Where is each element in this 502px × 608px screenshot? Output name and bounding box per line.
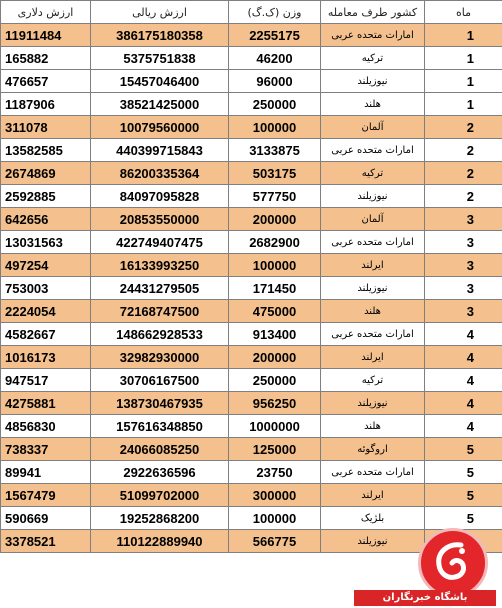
watermark-text: باشگاه خبرنگاران	[354, 590, 496, 606]
cell-weight: 46200	[229, 47, 321, 70]
cell-rial: 51099702000	[91, 484, 229, 507]
cell-month: 2	[425, 162, 502, 185]
cell-rial: 5375751838	[91, 47, 229, 70]
cell-usd: 476657	[1, 70, 91, 93]
cell-rial: 15457046400	[91, 70, 229, 93]
cell-month: 5	[425, 461, 502, 484]
cell-usd: 3378521	[1, 530, 91, 553]
cell-weight: 250000	[229, 369, 321, 392]
cell-weight: 125000	[229, 438, 321, 461]
cell-month: 3	[425, 300, 502, 323]
cell-rial: 110122889940	[91, 530, 229, 553]
cell-weight: 300000	[229, 484, 321, 507]
table-row	[1, 139, 502, 162]
cell-usd: 1567479	[1, 484, 91, 507]
cell-country: بلژیک	[321, 507, 425, 530]
cell-weight: 100000	[229, 116, 321, 139]
cell-country: نیوزیلند	[321, 185, 425, 208]
table-row	[1, 392, 502, 415]
cell-rial: 24066085250	[91, 438, 229, 461]
header-country: کشور طرف معامله	[321, 1, 425, 24]
cell-month: 1	[425, 93, 502, 116]
cell-weight: 566775	[229, 530, 321, 553]
table-row	[1, 323, 502, 346]
cell-usd: 590669	[1, 507, 91, 530]
table-row	[1, 507, 502, 530]
cell-usd: 4275881	[1, 392, 91, 415]
cell-rial: 84097095828	[91, 185, 229, 208]
table-row	[1, 415, 502, 438]
cell-rial: 24431279505	[91, 277, 229, 300]
cell-month: 2	[425, 116, 502, 139]
table-row	[1, 24, 502, 47]
cell-usd: 165882	[1, 47, 91, 70]
cell-month: 5	[425, 484, 502, 507]
cell-month: 5	[425, 438, 502, 461]
cell-rial: 16133993250	[91, 254, 229, 277]
cell-usd: 497254	[1, 254, 91, 277]
cell-weight: 577750	[229, 185, 321, 208]
table-row	[1, 208, 502, 231]
cell-country: ترکیه	[321, 162, 425, 185]
table-row	[1, 185, 502, 208]
header-month: ماه	[425, 1, 502, 24]
table-row	[1, 461, 502, 484]
cell-weight: 475000	[229, 300, 321, 323]
table-row	[1, 162, 502, 185]
cell-usd: 947517	[1, 369, 91, 392]
cell-rial: 386175180358	[91, 24, 229, 47]
cell-usd: 13582585	[1, 139, 91, 162]
table-body	[1, 24, 502, 553]
cell-month: 4	[425, 369, 502, 392]
cell-rial: 10079560000	[91, 116, 229, 139]
cell-rial: 440399715843	[91, 139, 229, 162]
table-row	[1, 300, 502, 323]
cell-weight: 96000	[229, 70, 321, 93]
watermark-logo	[346, 528, 496, 608]
cell-country: آلمان	[321, 208, 425, 231]
table-row	[1, 438, 502, 461]
cell-weight: 913400	[229, 323, 321, 346]
cell-country: امارات متحده عربی	[321, 231, 425, 254]
cell-usd: 89941	[1, 461, 91, 484]
cell-weight: 956250	[229, 392, 321, 415]
cell-rial: 2922636596	[91, 461, 229, 484]
cell-country: هلند	[321, 415, 425, 438]
cell-usd: 1016173	[1, 346, 91, 369]
header-usd-value: ارزش دلاری	[1, 1, 91, 24]
table-row	[1, 254, 502, 277]
table-row	[1, 93, 502, 116]
cell-usd: 642656	[1, 208, 91, 231]
cell-month: 4	[425, 392, 502, 415]
cell-country: اروگوئه	[321, 438, 425, 461]
header-row	[1, 1, 502, 24]
cell-usd: 11911484	[1, 24, 91, 47]
cell-month: 2	[425, 139, 502, 162]
cell-month: 3	[425, 231, 502, 254]
cell-month: 2	[425, 185, 502, 208]
table-row	[1, 346, 502, 369]
cell-month: 1	[425, 24, 502, 47]
cell-weight: 100000	[229, 507, 321, 530]
table-row	[1, 70, 502, 93]
cell-month: 5	[425, 507, 502, 530]
cell-usd: 1187906	[1, 93, 91, 116]
cell-rial: 148662928533	[91, 323, 229, 346]
cell-weight: 100000	[229, 254, 321, 277]
cell-month: 4	[425, 415, 502, 438]
cell-weight: 250000	[229, 93, 321, 116]
cell-rial: 30706167500	[91, 369, 229, 392]
cell-rial: 138730467935	[91, 392, 229, 415]
cell-rial: 20853550000	[91, 208, 229, 231]
cell-country: نیوزیلند	[321, 277, 425, 300]
cell-rial: 422749407475	[91, 231, 229, 254]
cell-country: ترکیه	[321, 47, 425, 70]
table-row	[1, 369, 502, 392]
cell-weight: 2255175	[229, 24, 321, 47]
cell-rial: 38521425000	[91, 93, 229, 116]
table-row	[1, 47, 502, 70]
cell-country: نیوزیلند	[321, 530, 425, 553]
cell-country: نیوزیلند	[321, 70, 425, 93]
cell-usd: 2674869	[1, 162, 91, 185]
cell-usd: 2592885	[1, 185, 91, 208]
cell-country: هلند	[321, 300, 425, 323]
table-row	[1, 231, 502, 254]
cell-weight: 200000	[229, 208, 321, 231]
cell-month: 3	[425, 254, 502, 277]
cell-weight: 200000	[229, 346, 321, 369]
cell-weight: 23750	[229, 461, 321, 484]
header-rial-value: ارزش ریالی	[91, 1, 229, 24]
cell-country: ترکیه	[321, 369, 425, 392]
cell-month: 4	[425, 323, 502, 346]
cell-rial: 19252868200	[91, 507, 229, 530]
logo-emblem-icon	[418, 528, 488, 598]
cell-usd: 738337	[1, 438, 91, 461]
cell-usd: 13031563	[1, 231, 91, 254]
cell-country: نیوزیلند	[321, 392, 425, 415]
cell-weight: 2682900	[229, 231, 321, 254]
cell-weight: 1000000	[229, 415, 321, 438]
cell-rial: 32982930000	[91, 346, 229, 369]
cell-rial: 86200335364	[91, 162, 229, 185]
table-row	[1, 484, 502, 507]
cell-country: ایرلند	[321, 484, 425, 507]
cell-country: امارات متحده عربی	[321, 24, 425, 47]
cell-month: 1	[425, 70, 502, 93]
cell-usd: 311078	[1, 116, 91, 139]
cell-weight: 171450	[229, 277, 321, 300]
cell-usd: 753003	[1, 277, 91, 300]
cell-rial: 72168747500	[91, 300, 229, 323]
table-row	[1, 277, 502, 300]
cell-country: امارات متحده عربی	[321, 323, 425, 346]
cell-usd: 4856830	[1, 415, 91, 438]
table-row	[1, 116, 502, 139]
cell-country: ایرلند	[321, 254, 425, 277]
cell-weight: 3133875	[229, 139, 321, 162]
cell-usd: 2224054	[1, 300, 91, 323]
cell-country: آلمان	[321, 116, 425, 139]
cell-usd: 4582667	[1, 323, 91, 346]
table-header	[1, 1, 502, 24]
header-weight: وزن (ک.گ)	[229, 1, 321, 24]
cell-month: 3	[425, 208, 502, 231]
cell-rial: 157616348850	[91, 415, 229, 438]
cell-country: ایرلند	[321, 346, 425, 369]
cell-country: امارات متحده عربی	[321, 139, 425, 162]
cell-country: امارات متحده عربی	[321, 461, 425, 484]
cell-month: 3	[425, 277, 502, 300]
cell-month: 4	[425, 346, 502, 369]
cell-weight: 503175	[229, 162, 321, 185]
cell-month: 1	[425, 47, 502, 70]
cell-country: هلند	[321, 93, 425, 116]
